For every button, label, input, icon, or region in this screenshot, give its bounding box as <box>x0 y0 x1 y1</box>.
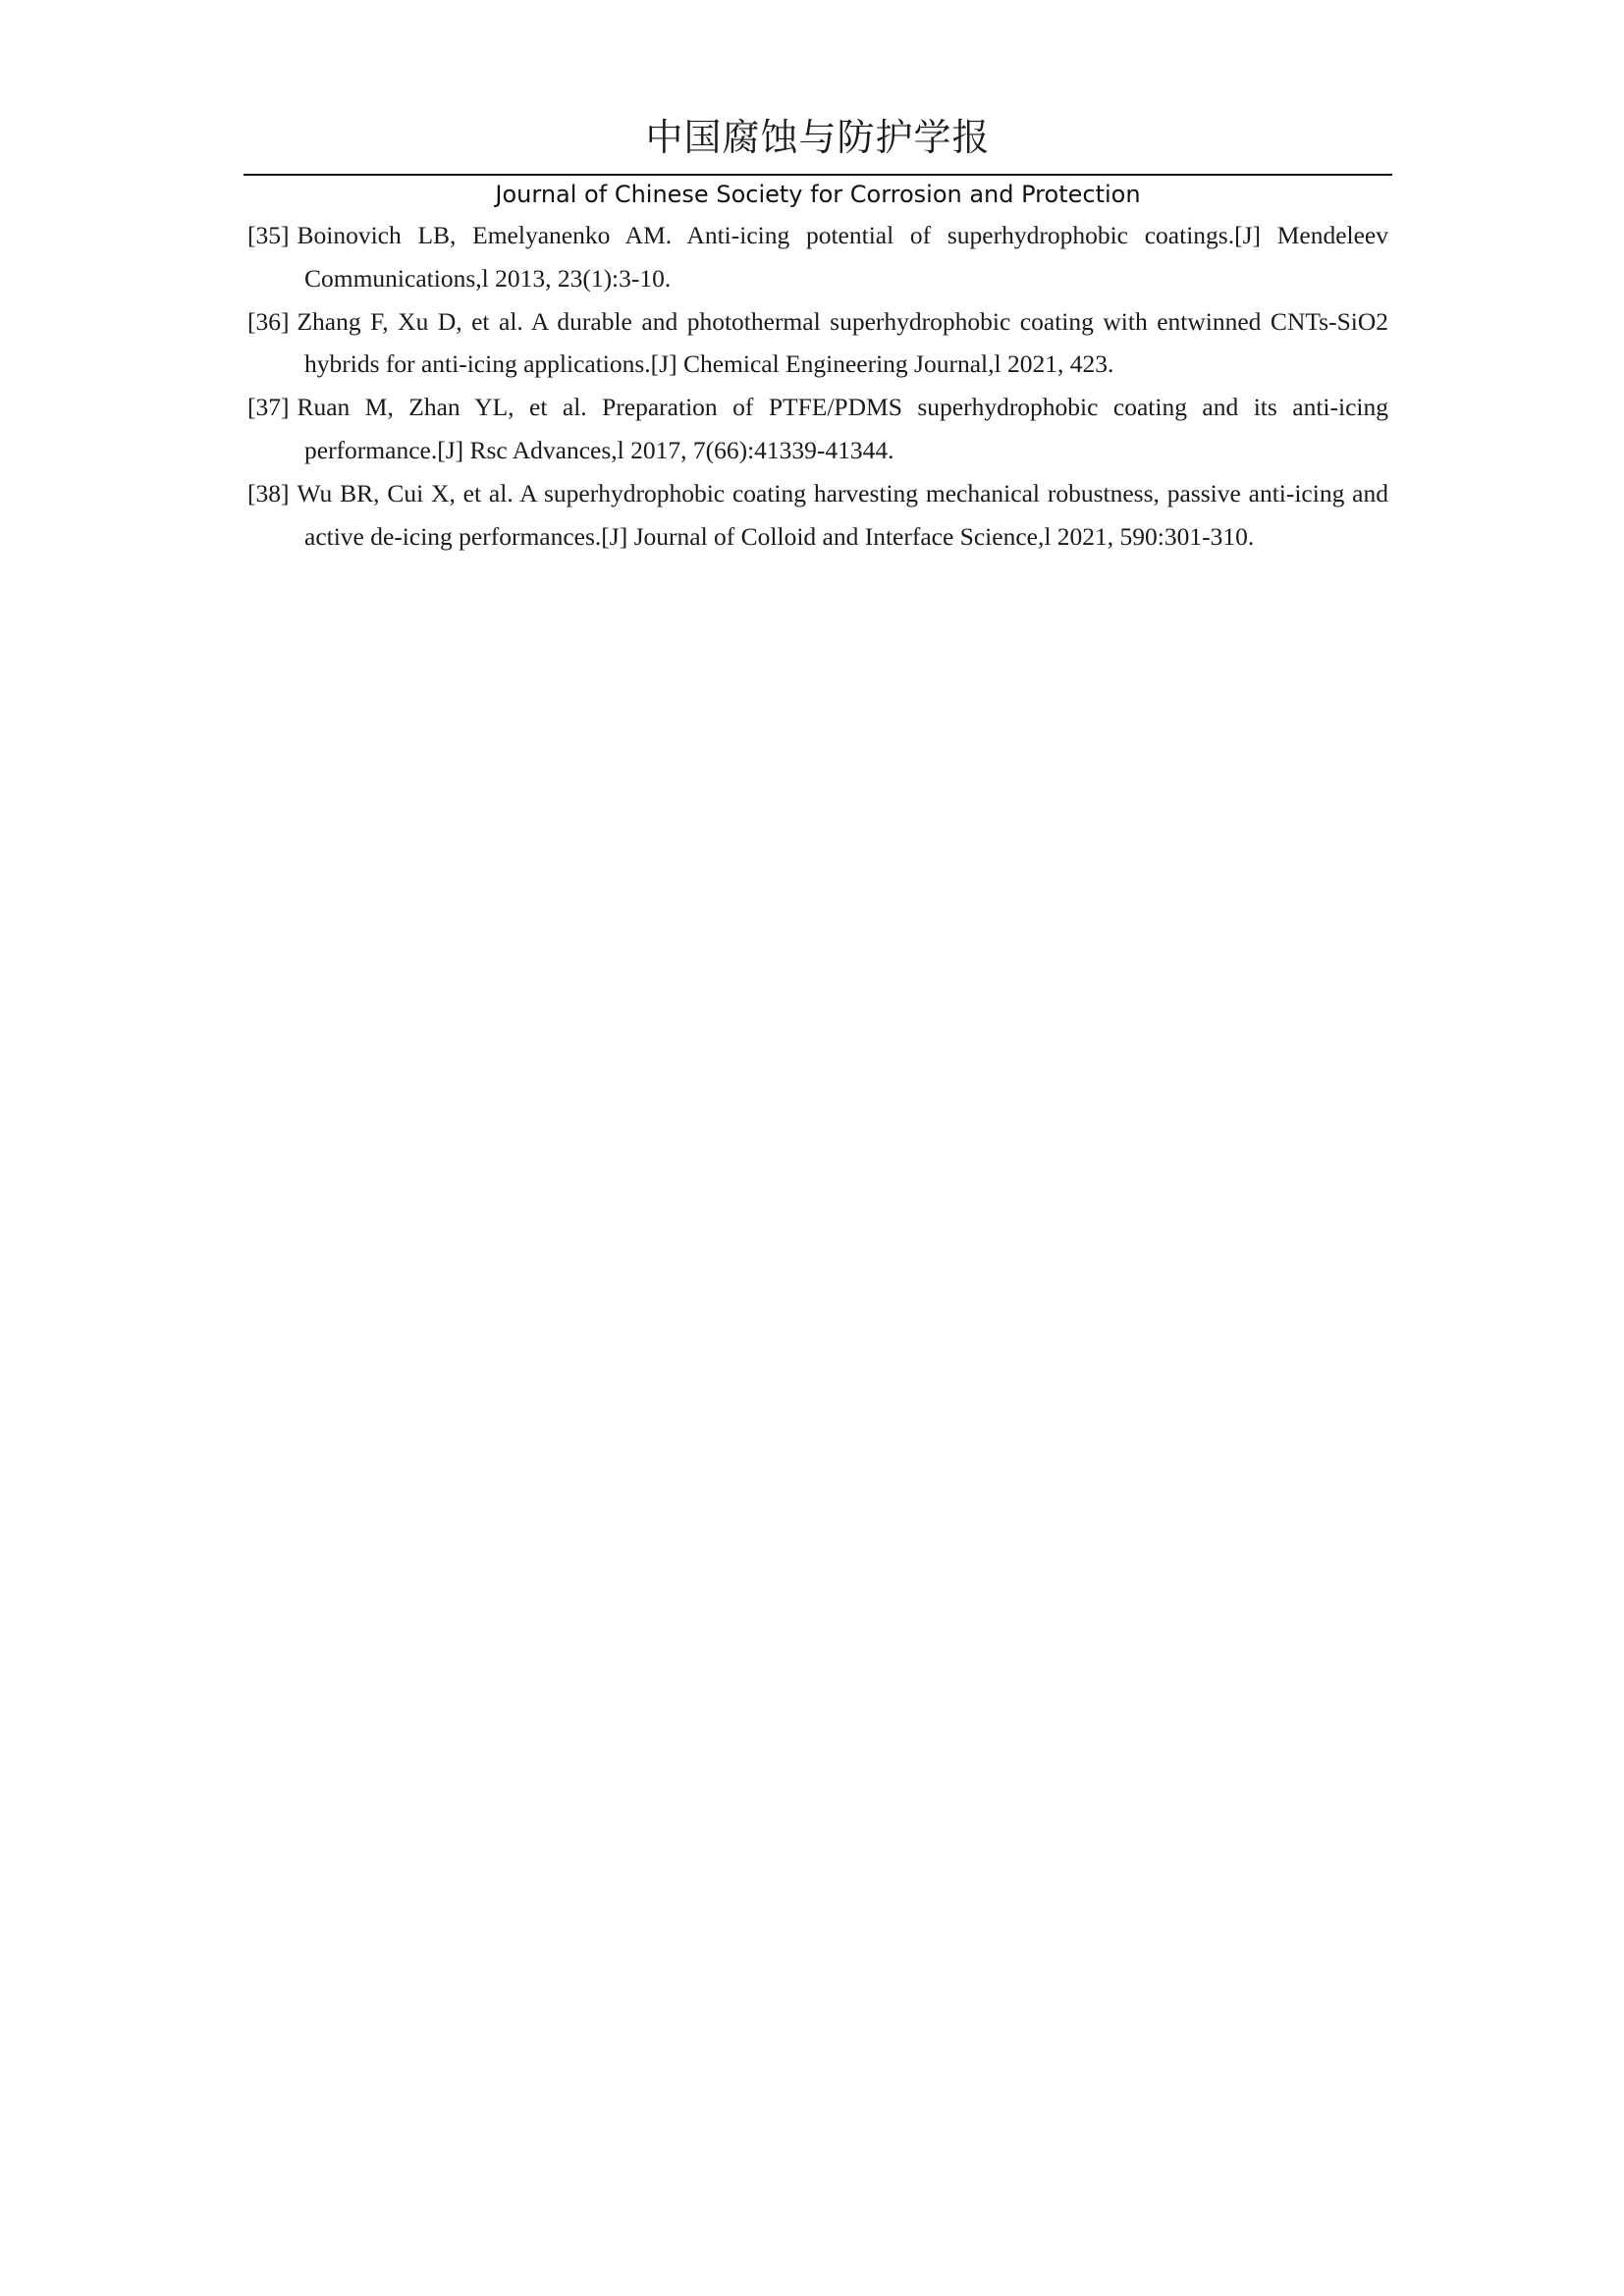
journal-title-chinese: 中国腐蚀与防护学报 <box>645 116 991 159</box>
reference-number: [36] <box>247 306 290 336</box>
reference-text: Ruan M, Zhan YL, et al. Preparation of PTFE/PDMS superhydrophobic coating and its anti-icing performance.[J] Rsc Advances,l 2017, 7(66):41339-41344. <box>297 393 1388 464</box>
header-rule <box>244 174 1392 176</box>
reference-text: Boinovich LB, Emelyanenko AM. Anti-icing potential of superhydrophobic coatings.[J] Mendeleev Communications,l 2013, 23(1):3-10. <box>297 221 1388 293</box>
reference-text: Zhang F, Xu D, et al. A durable and photothermal superhydrophobic coating with entwinned CNTs-SiO2 hybrids for anti-icing applications.[J] Chemical Engineering Journal,l 2021, 423. <box>297 306 1388 379</box>
reference-number: [38] <box>247 478 290 507</box>
reference-item <box>247 300 1388 387</box>
journal-title-english: Journal of Chinese Society for Corrosion and Protection <box>495 181 1141 208</box>
reference-item <box>247 214 1388 300</box>
reference-item <box>247 472 1388 559</box>
reference-number: [35] <box>247 221 290 249</box>
reference-list <box>247 214 1388 558</box>
reference-number: [37] <box>247 393 290 422</box>
page-header <box>244 110 1392 165</box>
reference-text: Wu BR, Cui X, et al. A superhydrophobic coating harvesting mechanical robustness, passive anti-icing and active de-icing performances.[J] Journal of Colloid and Interface Science,l 2021, 590:301-310. <box>297 478 1388 551</box>
reference-item <box>247 386 1388 472</box>
